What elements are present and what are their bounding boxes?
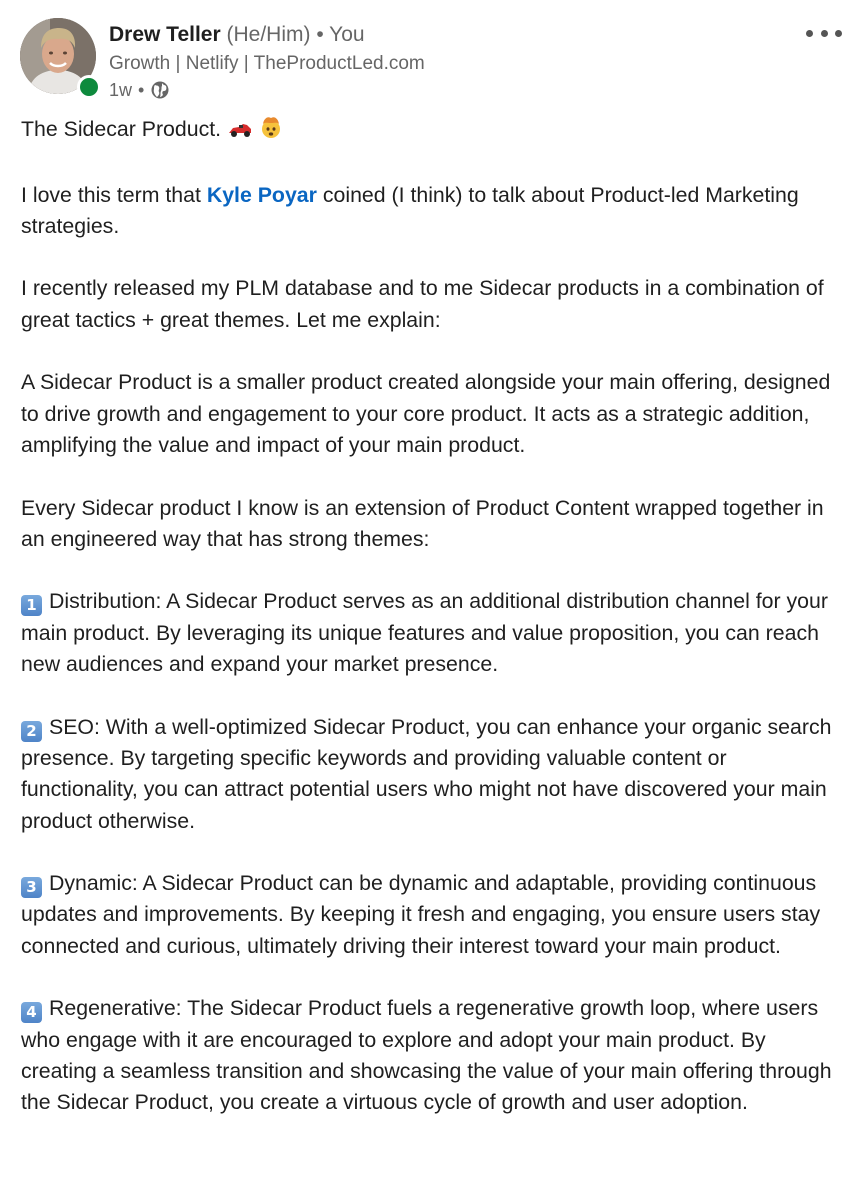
more-options-icon[interactable] [804,22,844,44]
author-headline: Growth | Netlify | TheProductLed.com [109,53,425,74]
post-header [20,18,844,98]
more-dot [821,30,828,37]
more-dot [806,30,813,37]
post-time[interactable]: 1w [109,80,133,100]
point-seo [21,712,847,837]
intro-paragraph [21,180,847,243]
point-distribution [21,586,847,680]
keycap-2-emoji: 2 [21,721,42,742]
post-title-paragraph [21,114,847,148]
mention-link[interactable]: Kyle Poyar [206,182,317,207]
point-text: Dynamic: A Sidecar Product can be dynamic and adaptable, providing continuous updates and improvements. By keeping it fresh and engaging, you ensure users stay connected and curious, ultimately driving their interest toward your main product. [21,871,821,958]
intro-before: I love this term that [21,182,207,207]
meta-separator: • [138,80,145,100]
point-regenerative [21,993,847,1118]
mind-blown-emoji [259,115,283,148]
online-status-indicator [77,75,101,99]
post-meta [109,78,170,102]
point-dynamic [21,868,847,962]
globe-icon [150,80,170,100]
post-title: The Sidecar Product. [21,117,222,141]
race-car-emoji [227,117,253,148]
author-name-line [109,20,365,50]
keycap-3-emoji: 3 [21,877,42,898]
more-dot [835,30,842,37]
keycap-4-emoji: 4 [21,1002,42,1023]
intro-after: coined (I think) to talk about Product-led Marketing strategies. [21,182,799,238]
database-paragraph: I recently released my PLM database and to me Sidecar products in a combination of great tactics + great themes. Let me explain: [21,276,824,332]
definition-paragraph: A Sidecar Product is a smaller product created alongside your main offering, designed to drive growth and engagement to your core product. It acts as a strategic addition, amplifying the value and impact of your main product. [21,370,831,457]
relation-separator: • [316,23,324,46]
point-text: SEO: With a well-optimized Sidecar Product, you can enhance your organic search presence. By targeting specific keywords and providing valuable content or functionality, you can attract potential users who might not have discovered your main product otherwise. [21,714,832,833]
point-text: Distribution: A Sidecar Product serves as an additional distribution channel for your main product. By leveraging its unique features and value proposition, you can reach new audiences and expand your market presence. [21,589,828,677]
point-text: Regenerative: The Sidecar Product fuels a regenerative growth loop, where users who engage with it are encouraged to explore and adopt your main product. By creating a seamless transition and showcasing the value of your main offering through the Sidecar Product, you create a virtuous cycle of growth and user adoption. [21,996,832,1115]
keycap-1-emoji: 1 [21,595,42,616]
post-body [21,114,847,1150]
author-name[interactable]: Drew Teller [109,23,221,46]
themes-paragraph: Every Sidecar product I know is an extension of Product Content wrapped together in an engineered way that has strong themes: [21,495,824,551]
author-pronouns: (He/Him) [226,23,311,46]
author-relation: You [329,23,365,46]
